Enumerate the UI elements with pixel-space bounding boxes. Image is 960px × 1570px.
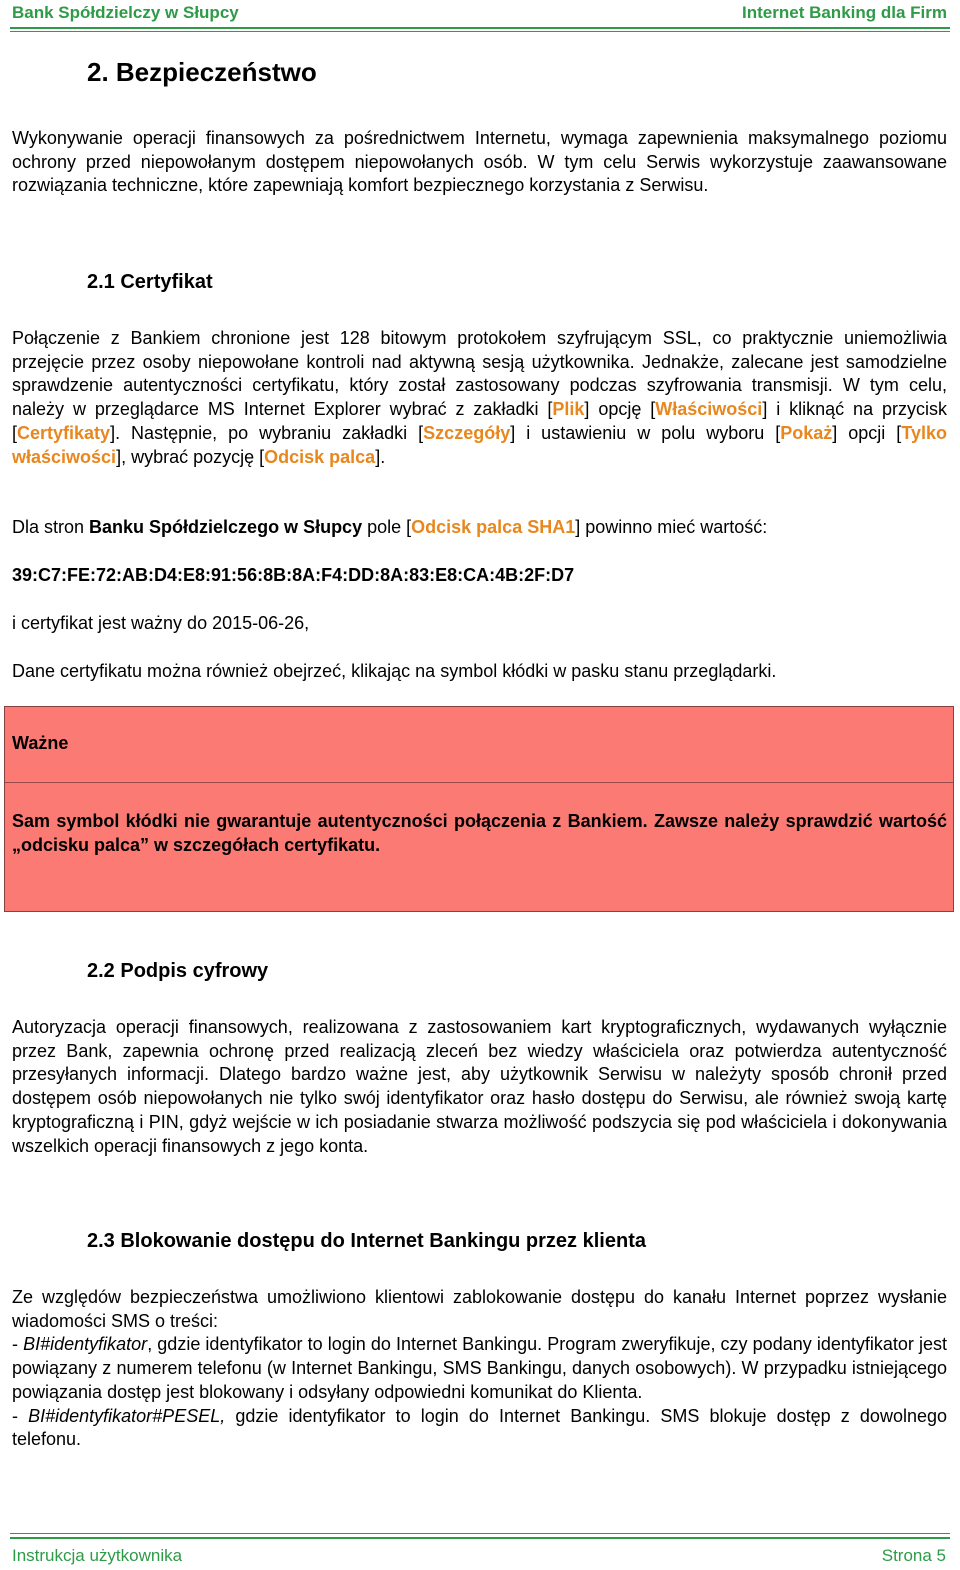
sms-code-1: BI#identyfikator bbox=[23, 1334, 148, 1355]
header-rule-thick bbox=[10, 27, 950, 29]
signature-title: 2.2 Podpis cyfrowy bbox=[87, 960, 269, 982]
sms-code-2: BI#identyfikator#PESEL, bbox=[28, 1405, 226, 1426]
cert-paragraph: Połączenie z Bankiem chronione jest 128 bitowym protokołem szyfrującym SSL, co praktycznie uniemożliwia przejęcie przez osoby niepowołane kontroli nad aktywną sesją użytkownika. Jednakże, zalecane jest samodzielne sprawdzenie autentyczności certyfikatu, który został zastosowany podczas szyfrowania transmisji. W tym celu, należy w przeglądarce MS Internet Explorer wybrać z zakładki [Plik] opcję [Właściwości] i kliknąć na przycisk [Certyfikaty]. Następnie, po wybraniu zakładki [Szczegóły] i ustawieniu w polu wyboru [Pokaż] opcji [Tylko właściwości], wybrać pozycję [Odcisk palca]. bbox=[12, 328, 947, 467]
header-rule-thin bbox=[10, 31, 950, 32]
warning-title: Ważne bbox=[12, 733, 69, 753]
show-field-ref: Pokaż bbox=[780, 422, 833, 443]
menu-file: Plik bbox=[552, 399, 585, 420]
footer-rule-thick bbox=[10, 1537, 950, 1539]
blocking-paragraph: Ze względów bezpieczeństwa umożliwiono klientowi zablokowanie dostępu do kanału Internet poprzez wysłanie wiadomości SMS o treści: - BI#identyfikator, gdzie identyfikator to login do Internet Bankingu. Program zweryfikuje, czy podany identyfikator jest powiązany z numerem telefonu (w Internet Bankingu, SMS Bankingu, danych osobowych). W przypadku istniejącego powiązania dostęp jest blokowany i odsyłany odpowiedni komunikat do Klienta. - BI#identyfikator#PESEL, gdzie identyfikator to login do Internet Bankingu. SMS blokuje dostęp z dowolnego telefonu. bbox=[12, 1287, 947, 1450]
sha1-field-ref: Odcisk palca SHA1 bbox=[411, 517, 576, 537]
fingerprint-value: 39:C7:FE:72:AB:D4:E8:91:56:8B:8A:F4:DD:8A:83:E8:CA:4B:2F:D7 bbox=[12, 565, 575, 585]
properties-only-ref: Tylko właściwości bbox=[12, 422, 947, 467]
menu-properties: Właściwości bbox=[655, 399, 763, 420]
signature-text: Autoryzacja operacji finansowych, realizowana z zastosowaniem kart kryptograficznych, wydawanych wyłącznie przez Bank, zapewnia ochronę przed realizacją zleceń bez wiedzy właściciela oraz potwierdza autentyczność przesyłanych informacji. Dlatego bardzo ważne jest, aby użytkownik Serwisu w należyty sposób chronił przed dostępem osób niepowołanych nie tylko swój identyfikator oraz hasło dostępu do Serwisu, ale również swoją kartę kryptograficzną i PIN, gdyż wejście w ich posiadanie stwarza możliwość podszycia się pod właściciela i dokonywania wszelkich operacji finansowych z jego konta. bbox=[12, 1017, 947, 1156]
product-name: Internet Banking dla Firm bbox=[742, 3, 947, 22]
section-title: 2. Bezpieczeństwo bbox=[87, 57, 317, 87]
blocking-title: 2.3 Blokowanie dostępu do Internet Bankingu przez klienta bbox=[87, 1230, 646, 1252]
details-tab-ref: Szczegóły bbox=[423, 422, 511, 443]
warning-message: Sam symbol kłódki nie gwarantuje autentyczności połączenia z Bankiem. Zawsze należy sprawdzić wartość „odcisku palca” w szczegółach certyfikatu. bbox=[12, 811, 947, 855]
section-intro: Wykonywanie operacji finansowych za pośrednictwem Internetu, wymaga zapewnienia maksymalnego poziomu ochrony przed niepowołanym dostępem niepowołanych osób. W tym celu Serwis wykorzystuje zaawansowane rozwiązania techniczne, które zapewniają komfort bezpiecznego korzystania z Serwisu. bbox=[12, 128, 947, 196]
footer-rule-thin bbox=[10, 1533, 950, 1534]
fingerprint-intro: Dla stron Banku Spółdzielczego w Słupcy pole [Odcisk palca SHA1] powinno mieć wartość: bbox=[12, 517, 768, 537]
certificates-button-ref: Certyfikaty bbox=[17, 422, 111, 443]
fingerprint-position-ref: Odcisk palca bbox=[264, 446, 376, 467]
cert-title: 2.1 Certyfikat bbox=[87, 271, 213, 293]
lock-info: Dane certyfikatu można również obejrzeć, klikając na symbol kłódki w pasku stanu przeglądarki. bbox=[12, 661, 777, 681]
footer-left: Instrukcja użytkownika bbox=[12, 1546, 183, 1565]
bank-name-bold: Banku Spółdzielczego w Słupcy bbox=[89, 517, 363, 537]
cert-validity: i certyfikat jest ważny do 2015-06-26, bbox=[12, 613, 310, 633]
page-number: Strona 5 bbox=[881, 1546, 946, 1565]
warning-divider bbox=[5, 782, 953, 783]
bank-name: Bank Spółdzielczy w Słupcy bbox=[12, 3, 239, 22]
warning-box bbox=[4, 706, 954, 912]
